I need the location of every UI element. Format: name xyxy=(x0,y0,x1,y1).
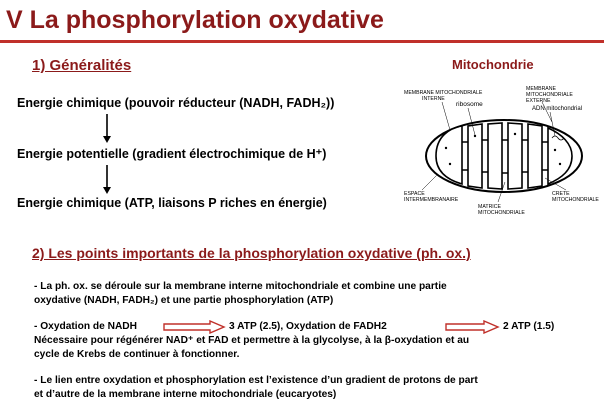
energy-line-3: Energie chimique (ATP, liaisons P riches en énergie) xyxy=(17,196,327,210)
section1-heading: 1) Généralités xyxy=(32,57,132,74)
point2-line3: cycle de Krebs de continuer à fonctionner. xyxy=(34,349,240,360)
label-membrane-externe-2: MITOCHONDRIALE xyxy=(526,92,573,98)
point2-line2: Nécessaire pour régénérer NAD⁺ et FAD et permettre à la glycolyse, à la β-oxydation et au xyxy=(34,335,470,346)
label-adn: ADN mitochondrial xyxy=(532,106,583,112)
label-membrane-externe-1: MEMBRANE xyxy=(526,86,556,92)
energy-line-1: Energie chimique (pouvoir réducteur (NADH, FADH₂)) xyxy=(17,96,335,110)
page-title: V La phosphorylation oxydative xyxy=(6,6,384,34)
label-crete-2: MITOCHONDRIALE xyxy=(552,197,599,203)
energy-line-2: Energie potentielle (gradient électrochimique de H⁺) xyxy=(17,147,327,161)
ribosome-dot xyxy=(449,163,451,165)
ribosome-dot xyxy=(474,135,476,137)
mitochondria-diagram xyxy=(402,78,602,228)
ribosome-dot xyxy=(445,147,447,149)
label-membrane-externe-3: EXTERNE xyxy=(526,98,551,104)
ribosome-dot xyxy=(559,163,561,165)
label-crete-1: CRETE xyxy=(552,191,570,197)
ribosome-dot xyxy=(514,133,516,135)
down-arrow-2 xyxy=(101,165,113,195)
title-underline xyxy=(0,40,604,43)
label-membrane-interne-2: INTERNE xyxy=(422,96,445,102)
label-espace-2: INTERMEMBRANAIRE xyxy=(404,197,459,203)
label-membrane-interne-1: MEMBRANE MITOCHONDRIALE xyxy=(404,90,483,96)
point2-nadh: - Oxydation de NADH xyxy=(34,321,138,332)
label-espace-1: ESPACE xyxy=(404,191,425,197)
point1-line2: oxydative (NADH, FADH₂) et une partie phosphorylation (ATP) xyxy=(34,295,334,306)
point3-line1: - Le lien entre oxydation et phosphorylation est l’existence d’un gradient de protons de part xyxy=(34,375,478,386)
point2-atp: 2 ATP (1.5) xyxy=(503,321,555,332)
arrow-fadh2-icon xyxy=(444,320,500,334)
arrow-nadh-icon xyxy=(162,320,226,334)
point2-fadh2: 3 ATP (2.5), Oxydation de FADH2 xyxy=(229,321,387,332)
label-ribosome: ribosome xyxy=(456,101,483,108)
mitochondria-title: Mitochondrie xyxy=(452,57,534,72)
down-arrow-1 xyxy=(101,114,113,144)
section2-heading: 2) Les points importants de la phosphorylation oxydative (ph. ox.) xyxy=(32,245,471,261)
ribosome-dot xyxy=(554,149,556,151)
point3-line2: et d’autre de la membrane interne mitochondriale (eucaryotes) xyxy=(34,389,337,400)
point1-line1: - La ph. ox. se déroule sur la membrane interne mitochondriale et combine une partie xyxy=(34,281,447,292)
label-matrice-2: MITOCHONDRIALE xyxy=(478,210,525,216)
label-matrice-1: MATRICE xyxy=(478,204,501,210)
